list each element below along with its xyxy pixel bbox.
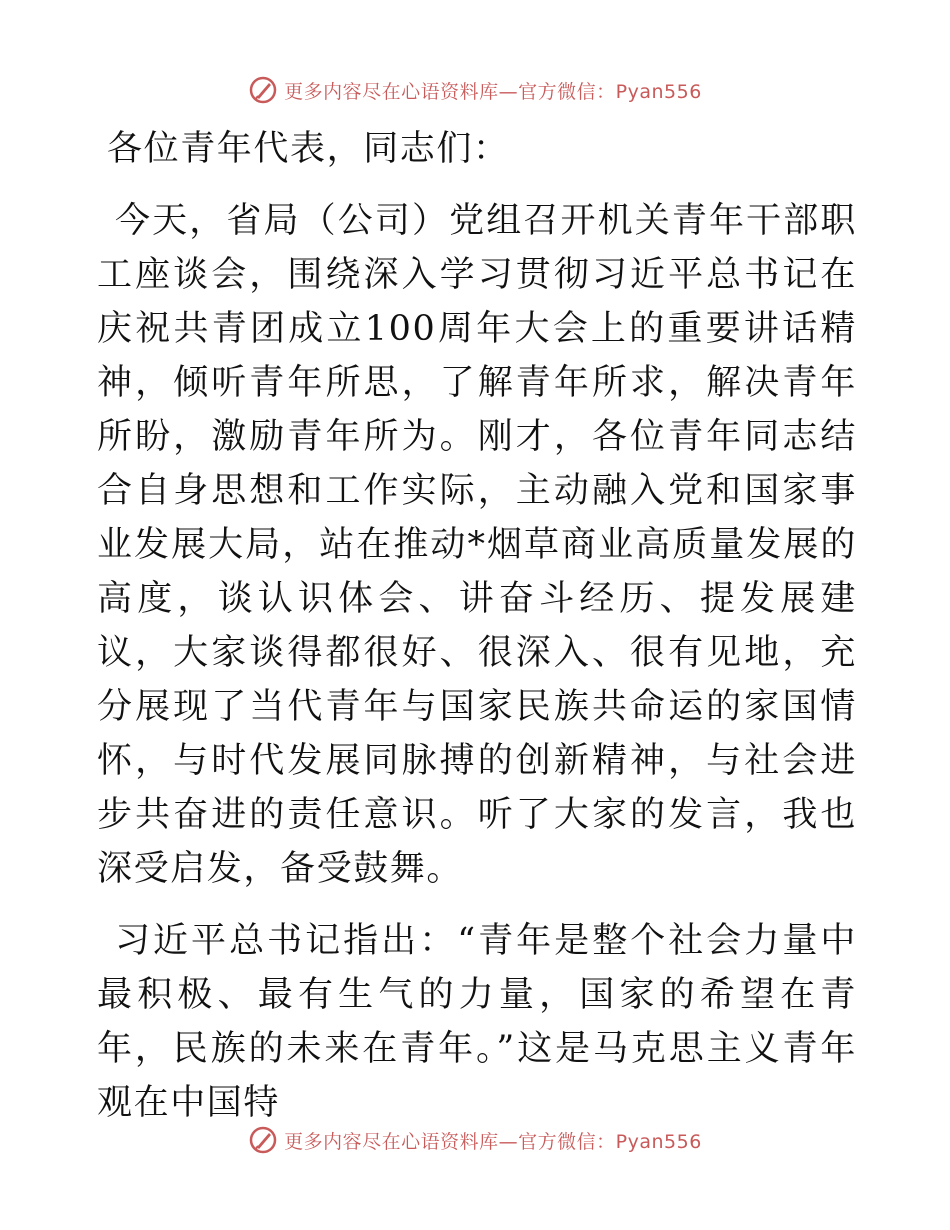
quill-logo-icon [248, 75, 278, 105]
watermark-text: 更多内容尽在心语资料库—官方微信：Pyan556 [284, 80, 702, 103]
document-body [97, 122, 857, 1130]
salutation: 各位青年代表，同志们： [107, 129, 510, 169]
paragraph-1: 今天，省局（公司）党组召开机关青年干部职工座谈会，围绕深入学习贯彻习近平总书记在庆祝共青团成立100周年大会上的重要讲话精神，倾听青年所思，了解青年所求，解决青年所盼，激励青年所为。刚才，各位青年同志结合自身思想和工作实际，主动融入党和国家事业发展大局，站在推动*烟草商业高质量发展的高度，谈认识体会、讲奋斗经历、提发展建议，大家谈得都很好、很深入、很有见地，充分展现了当代青年与国家民族共命运的家国情怀，与时代发展同脉搏的创新精神，与社会进步共奋进的责任意识。听了大家的发言，我也深受启发，备受鼓舞。 [97, 201, 857, 889]
header-watermark [0, 70, 950, 110]
paragraph-2: 习近平总书记指出：“青年是整个社会力量中最积极、最有生气的力量，国家的希望在青年，民族的未来在青年。”这是马克思主义青年观在中国特 [97, 921, 857, 1123]
watermark-text: 更多内容尽在心语资料库—官方微信：Pyan556 [284, 1130, 702, 1153]
quill-logo-icon [248, 1125, 278, 1155]
footer-watermark [0, 1120, 950, 1160]
